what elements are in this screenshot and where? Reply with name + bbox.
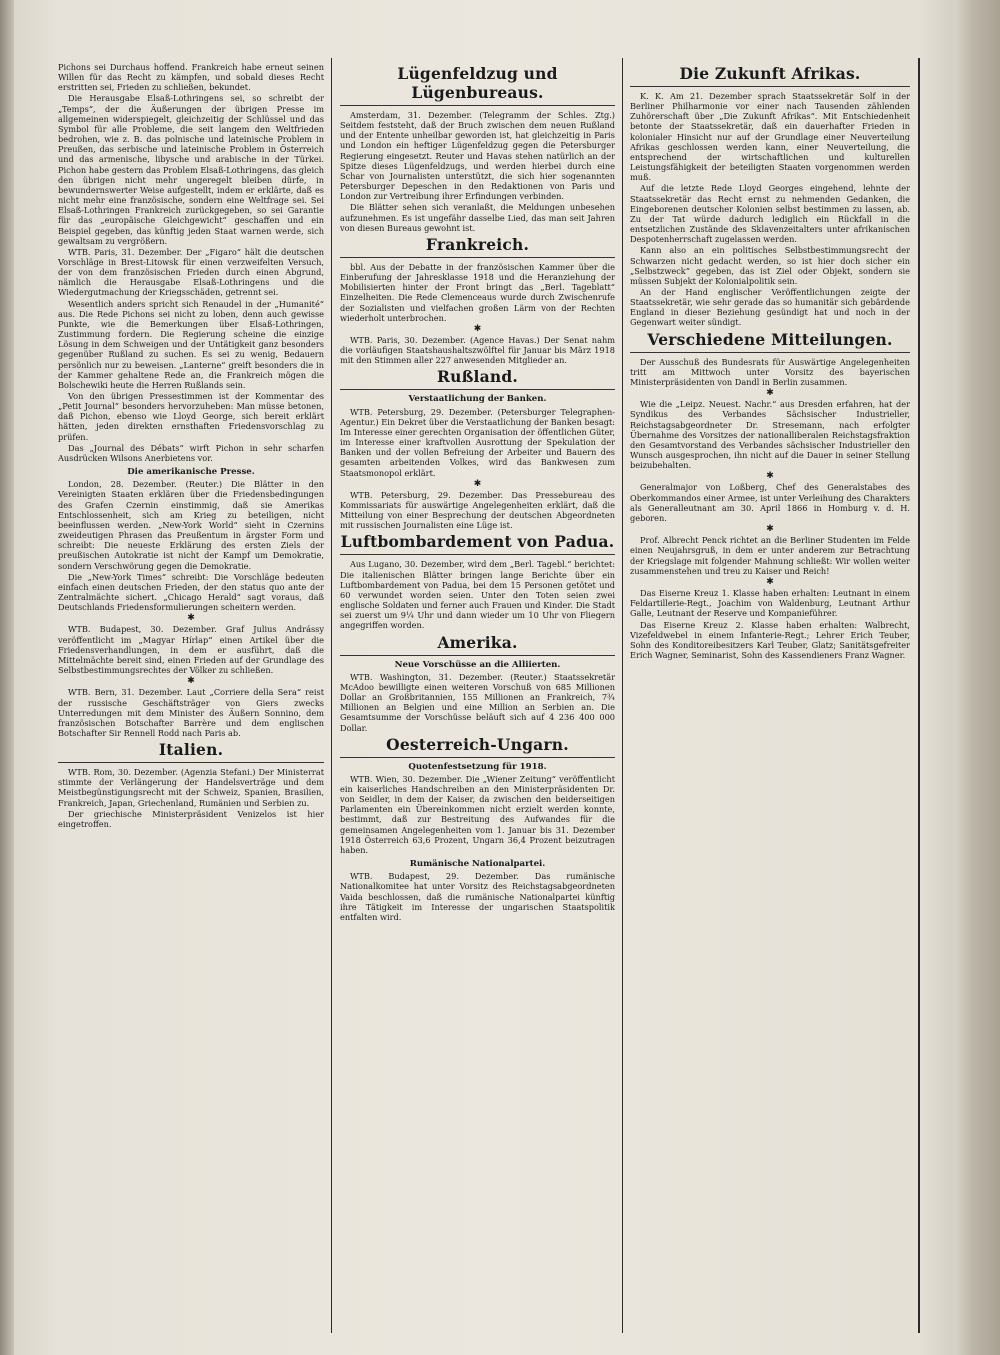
- section-subheading: Rumänische Nationalpartei.: [409, 859, 546, 870]
- article-paragraph: Auf die letzte Rede Lloyd Georges eingehend, lehnte der Staatssekretär das Recht ernst zu nehmenden Gedanken, die Eingeborenen deutscher Kolonien selbst bestimmen zu lassen, ab. Zu der Tat würde dadurch lediglich ein Rückfall in die entsetzlichen Zustände des Sklavenzeitalters unter afrikanischen Despotenherrschaft zugelassen werden.: [630, 183, 910, 245]
- column-right: [630, 62, 910, 1332]
- article-paragraph: bbl. Aus der Debatte in der französischen Kammer über die Einberufung der Jahresklasse 1918 und die Heranziehung der Mobilisierten hinter der Front bringt das „Berl. Tageblatt“ Einzelheiten. Die Rede Clemenceaus wurde durch Zwischenrufe der Sozialisten und vielfachen großen Lärm von der Rechten wiederholt unterbrochen.: [340, 261, 615, 323]
- separator-star: ✱: [187, 613, 195, 624]
- article-paragraph: WTB. Rom, 30. Dezember. (Agenzia Stefani.) Der Ministerrat stimmte der Verlängerung der Handelsverträge und dem Meistbegünstigungsrecht mit der Schweiz, Spanien, Brasilien, Frankreich, Japan, Griechenland, Rumänien und Serbien zu.: [58, 767, 324, 808]
- column-left: [58, 62, 324, 1332]
- article-paragraph: Die Herausgabe Elsaß-Lothringens sei, so schreibt der „Temps“, der die Äußerungen der übrigen Presse im allgemeinen widerspiegelt, gleichzeitig der Schlüssel und das Symbol für alle Probleme, die seit langem den Weltfrieden bedrohen, wie z. B. das polnische und lateinische Problem in Preußen, das serbische und lateinische Problem in Österreich und das armenische, libysche und arabische in der Türkei. Pichon habe gestern das Problem Elsaß-Lothringens, das gleich den übrigen nicht mehr ungeregelt bleiben dürfe, in bewundernswerter Weise aufgestellt, indem er erklärte, daß es nicht mehr eine französische, sondern eine Weltfrage sei. Sei Elsaß-Lothringen Frankreich zurückgegeben, so sei Garantie für das „europäische Gleichgewicht“ geschaffen und ein Beispiel gegeben, das künftig jeden Staat warnen werde, sich gewaltsam zu vergrößern.: [58, 93, 324, 246]
- section-heading-italien: Italien.: [58, 740, 324, 763]
- section-heading-oesterreich-ungarn: Oesterreich-Ungarn.: [340, 735, 615, 758]
- article-paragraph: WTB. Wien, 30. Dezember. Die „Wiener Zeitung“ veröffentlicht ein kaiserliches Handschreiben an den Ministerpräsidenten Dr. von Seidler, in dem der Kaiser, da zwischen den beiderseitigen Parlamenten ein Übereinkommen nicht erzielt werden konnte, bestimmt, daß zur Bestreitung des Aufwandes für die gemeinsamen Angelegenheiten vom 1. Januar bis 31. Dezember 1918 Österreich 63,6 Prozent, Ungarn 36,4 Prozent beizutragen haben.: [340, 773, 615, 855]
- separator-star: ✱: [766, 524, 774, 535]
- separator-star: ✱: [473, 478, 482, 489]
- article-paragraph: Von den übrigen Pressestimmen ist der Kommentar des „Petit Journal“ besonders hervorzuheben: Man müsse betonen, daß Pichon, ebenso wie Lloyd George, sich bereit erklärt hätten, jeden direkten ernsthaften Friedensvorschlag zu prüfen.: [58, 391, 324, 442]
- article-paragraph: An der Hand englischer Veröffentlichungen zeigte der Staatssekretär, wie sehr gerade das so humanitär sich gebärdende England in dieser Beziehung gesündigt hat und noch in der Gegenwart weiter sündigt.: [630, 286, 910, 328]
- article-paragraph: WTB. Budapest, 30. Dezember. Graf Julius Andrássy veröffentlicht im „Magyar Hírlap“ einen Artikel über die Friedensverhandlungen, in dem er ausführt, daß die Mittelmächte bereit sind, einen Frieden auf der Grundlage des Selbstbestimmungsrechtes der Völker zu schließen.: [58, 624, 324, 676]
- section-subheading: Verstaatlichung der Banken.: [408, 394, 547, 405]
- article-paragraph: Der griechische Ministerpräsident Venizelos ist hier eingetroffen.: [58, 808, 324, 829]
- article-paragraph: Amsterdam, 31. Dezember. (Telegramm der Schles. Ztg.) Seitdem feststeht, daß der Bruch zwischen dem neuen Rußland und der Entente unheilbar geworden ist, hat gleichzeitig in Paris und London ein heftiger Lügenfeldzug gegen die Petersburger Regierung eingesetzt. Reuter und Havas stehen natürlich an der Spitze dieses Lügenfeldzugs, und werden hierbei durch eine Schar von Journalisten unterstützt, die sich hier sogenannten Petersburger Depeschen in den Redaktionen von Paris und London zur Vertreibung ihrer Erfindungen verbinden.: [340, 110, 615, 202]
- article-paragraph: Das „Journal des Débats“ wirft Pichon in sehr scharfen Ausdrücken Wilsons Anerbietens vor.: [58, 442, 324, 463]
- article-paragraph: Pichons sei Durchaus hoffend. Frankreich habe erneut seinen Willen für das Recht zu kämpfen, und sobald dieses Recht erstritten sei, Frieden zu schließen, bekundet.: [58, 62, 324, 93]
- section-heading-zukunft-afrikas: Die Zukunft Afrikas.: [630, 64, 910, 87]
- column-rule-1: [331, 58, 332, 1333]
- article-paragraph: Die „New-York Times“ schreibt: Die Vorschläge bedeuten einfach einen deutschen Frieden, der den status quo ante der Zentralmächte sichert. „Chicago Herald“ sagt voraus, daß Deutschlands Friedensformulierungen scheitern werden.: [58, 571, 324, 613]
- separator-star: ✱: [473, 323, 482, 334]
- column-rule-3: [918, 58, 920, 1333]
- section-heading-verschiedene-mitteilungen: Verschiedene Mitteilungen.: [630, 330, 910, 353]
- separator-star: ✱: [766, 388, 774, 399]
- section-heading-amerika: Amerika.: [340, 633, 615, 656]
- separator-star: ✱: [766, 576, 774, 587]
- article-paragraph: WTB. Petersburg, 29. Dezember. (Petersburger Telegraphen-Agentur.) Ein Dekret über die Verstaatlichung der Banken besagt: Im Interesse einer gerechten Organisation der öffentlichen Güter, im Interesse einer kraftvollen Ausrottung der Spekulation der Banken und der vollen Befreiung der Arbeiter und Bauern des gesamten arbeitenden Volkes, wird das Bankwesen zum Staatsmonopol erklärt.: [340, 406, 615, 478]
- article-paragraph: WTB. Paris, 30. Dezember. (Agence Havas.) Der Senat nahm die vorläufigen Staatshaushaltszwölftel für Januar bis März 1918 mit den Stimmen aller 227 anwesenden Mitglieder an.: [340, 334, 615, 366]
- section-subheading: Neue Vorschüsse an die Alliierten.: [394, 659, 561, 670]
- separator-star: ✱: [187, 676, 195, 687]
- article-paragraph: Der Ausschuß des Bundesrats für Auswärtige Angelegenheiten tritt am Mittwoch unter Vorsitz des bayerischen Ministerpräsidenten von Dandl in Berlin zusammen.: [630, 356, 910, 387]
- article-paragraph: Die Blätter sehen sich veranlaßt, die Meldungen unbesehen aufzunehmen. Es ist ungefähr dasselbe Lied, das man seit Jahren von diesen Bureaus gewohnt ist.: [340, 202, 615, 233]
- section-heading-frankreich: Frankreich.: [340, 235, 615, 258]
- article-paragraph: WTB. Bern, 31. Dezember. Laut „Corriere della Sera“ reist der russische Geschäftsträger von Giers zwecks Unterredungen mit dem Minister des Äußern Sonnino, dem französischen Botschafter Barrère und dem englischen Botschafter Sir Rennell Rodd nach Paris ab.: [58, 687, 324, 738]
- article-paragraph: Aus Lugano, 30. Dezember, wird dem „Berl. Tagebl.“ berichtet: Die italienischen Blätter bringen lange Berichte über ein Luftbombardement von Padua, bei dem 15 Personen getötet und 60 verwundet worden seien. Unter den Toten seien zwei englische Soldaten und ferner auch Frauen und Kinder. Die Stadt sei zuerst um 9¼ Uhr und dann wieder um 10 Uhr von Fliegern angegriffen worden.: [340, 559, 615, 631]
- article-paragraph: London, 28. Dezember. (Reuter.) Die Blätter in den Vereinigten Staaten erklären über die Friedensbedingungen des Grafen Czernin einstimmig, daß sie Amerikas Entschlossenheit, sich am Krieg zu beteiligen, nicht beeinflussen werden. „New-York World“ sieht in Czernins zweideutigen Phrasen das Preußentum in ärgster Form und schreibt: Die neueste Erklärung des ersten Ziels der preußischen Autokratie ist nicht der Kampf um Demokratie, sondern Verschwörung gegen die Demokratie.: [58, 479, 324, 571]
- article-paragraph: K. K. Am 21. Dezember sprach Staatssekretär Solf in der Berliner Philharmonie vor einer nach Tausenden zählenden Zuhörerschaft über „Die Zukunft Afrikas“. Mit Entschiedenheit betonte der Staatssekretär, daß ein dauerhafter Frieden in kolonialer Hinsicht nur auf der Grundlage einer Neuverteilung Afrikas geschlossen werden kann, einer Neuverteilung, die entsprechend der wirtschaftlichen und kulturellen Leistungsfähigkeit der beteiligten Staaten vorgenommen werden muß.: [630, 91, 910, 183]
- page-right-edge: [954, 0, 1000, 1355]
- column-middle: [340, 62, 615, 1332]
- section-heading-luegenfeldzug: Lügenfeldzug und Lügenbureaus.: [340, 64, 615, 106]
- article-paragraph: Das Eiserne Kreuz 2. Klasse haben erhalten: Walbrecht, Vizefeldwebel in einem Infanterie-Regt.; Lehrer Erich Teuber, Sohn des Konditoreibesitzers Karl Teuber, Glatz; Sanitätsgefreiter Erich Wagner, Seminarist, Sohn des Kassendieners Franz Wagner.: [630, 619, 910, 660]
- article-paragraph: WTB. Petersburg, 29. Dezember. Das Pressebureau des Kommissariats für auswärtige Angelegenheiten erklärt, daß die Mitteilung von einer Besprechung der deutschen Abgeordneten mit russischen Journalisten eine Lüge ist.: [340, 489, 615, 531]
- article-paragraph: Generalmajor von Loßberg, Chef des Generalstabes des Oberkommandos einer Armee, ist unter Verleihung des Charakters als Generalleutnant am 30. April 1866 in Homburg v. d. H. geboren.: [630, 482, 910, 523]
- article-paragraph: WTB. Washington, 31. Dezember. (Reuter.) Staatssekretär McAdoo bewilligte einen weiteren Vorschuß von 685 Millionen Dollar an Großbritannien, 155 Millionen an Frankreich, 7¾ Millionen an Belgien und eine Million an Serbien an. Die Gesamtsumme der Vorschüsse beläuft sich auf 4 236 400 000 Dollar.: [340, 671, 615, 733]
- article-paragraph: WTB. Budapest, 29. Dezember. Das rumänische Nationalkomitee hat unter Vorsitz des Reichstagsabgeordneten Vaida beschlossen, daß die rumänische Nationalpartei künftig ihre Tätigkeit im Interesse der ungarischen Staatspolitik entfalten wird.: [340, 871, 615, 922]
- page-left-edge: [0, 0, 14, 1355]
- article-paragraph: Kann also an ein politisches Selbstbestimmungsrecht der Schwarzen nicht gedacht werden, so ist hier doch sicher ein „Selbstzweck“ gegeben, das ist Ziel oder Objekt, sondern sie müssen Subjekt der Kolonialpolitik sein.: [630, 245, 910, 286]
- article-paragraph: Das Eiserne Kreuz 1. Klasse haben erhalten: Leutnant in einem Feldartillerie-Regt., Joachim von Waldenburg, Leutnant Arthur Galle, Leutnant der Reserve und Kompanieführer.: [630, 588, 910, 619]
- section-subheading: Quotenfestsetzung für 1918.: [408, 761, 547, 772]
- article-paragraph: Prof. Albrecht Penck richtet an die Berliner Studenten im Felde einen Neujahrsgruß, in dem er unter anderem zur Betrachtung der Kriegslage mit folgender Mahnung schließt: Wir wollen weiter zusammenstehen und treu zu Kaiser und Reich!: [630, 535, 910, 576]
- article-paragraph: Wesentlich anders spricht sich Renaudel in der „Humanité“ aus. Die Rede Pichons sei nicht zu loben, denn auch gewisse Punkte, wie die Bemerkungen über Elsaß-Lothringen, Zustimmung fordern. Die Regierung scheine die einzige Lösung in dem Schweigen und der Untätigkeit ganz besonders gegenüber Rußland zu suchen. Es sei zu wenig, Bedauern persönlich nur zu beweisen. „Lanterne“ greift besonders die in der Kammer gehaltene Rede an, die Frankreich mögen die Bolschewiki heute die Herren Rußlands sein.: [58, 298, 324, 390]
- article-paragraph: Wie die „Leipz. Neuest. Nachr.“ aus Dresden erfahren, hat der Syndikus des Verbandes Sächsischer Industrieller, Reichstagsabgeordneter Dr. Stresemann, nach erfolgter Übernahme des Vorsitzes der nationalliberalen Reichstagsfraktion den Gesamtvorstand des Verbandes sächsischer Industrieller den Wunsch ausgesprochen, ihn nicht auf die Dauer in seiner Stellung beizubehalten.: [630, 399, 910, 471]
- article-paragraph: WTB. Paris, 31. Dezember. Der „Figaro“ hält die deutschen Vorschläge in Brest-Litowsk für einen verzweifelten Versuch, der von dem französischen Frieden durch einen Abgrund, nämlich die Herausgabe Elsaß-Lothringens und die Wiedergutmachung der Kriegsschäden, getrennt sei.: [58, 246, 324, 298]
- section-heading-russland: Rußland.: [340, 367, 615, 390]
- section-subheading: Die amerikanische Presse.: [127, 467, 255, 478]
- column-rule-2: [622, 58, 623, 1333]
- section-heading-padua: Luftbombardement von Padua.: [340, 532, 615, 555]
- separator-star: ✱: [766, 471, 774, 482]
